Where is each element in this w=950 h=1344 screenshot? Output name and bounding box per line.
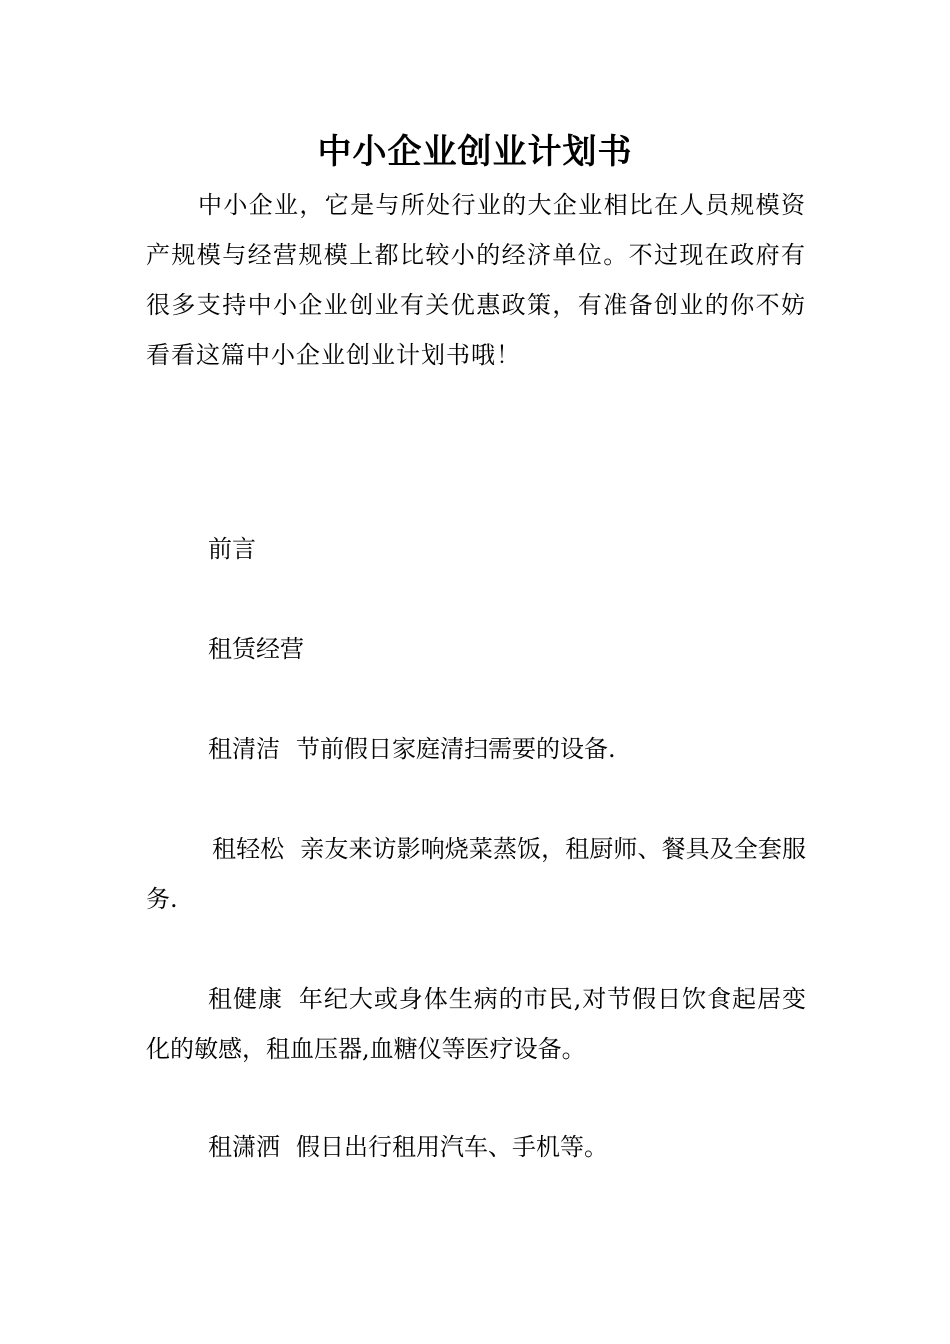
document-title: 中小企业创业计划书 (317, 132, 633, 172)
item-label: 租健康 (208, 985, 283, 1013)
intro-paragraph: 中小企业，它是与所处行业的大企业相比在人员规模资产规模与经营规模上都比较小的经济单位。不过现在政府有很多支持中小企业创业有关优惠政策，有准备创业的你不妨看看这篇中小企业创业计划书哦！ (146, 191, 806, 369)
item-text: 年纪大或身体生病的市民,对节假日饮食起居变化的敏感，租血压器,血糖仪等医疗设备。 (146, 985, 806, 1063)
item-text: 亲友来访影响烧菜蒸饭，租厨师、餐具及全套服务. (146, 835, 807, 913)
item-label: 租潇洒 (208, 1133, 280, 1161)
item-text: 假日出行租用汽车、手机等。 (296, 1133, 608, 1161)
preface-heading: 前言 (208, 535, 256, 563)
item-label: 租清洁 (208, 735, 280, 763)
list-item-health (146, 974, 806, 1074)
list-item-relaxing (146, 824, 806, 924)
section-heading-leasing: 租赁经营 (208, 635, 304, 663)
list-item-cleaning (146, 724, 806, 774)
item-label: 租轻松 (212, 835, 285, 863)
item-text: 节前假日家庭清扫需要的设备. (296, 735, 616, 763)
list-item-leisure (146, 1122, 806, 1172)
